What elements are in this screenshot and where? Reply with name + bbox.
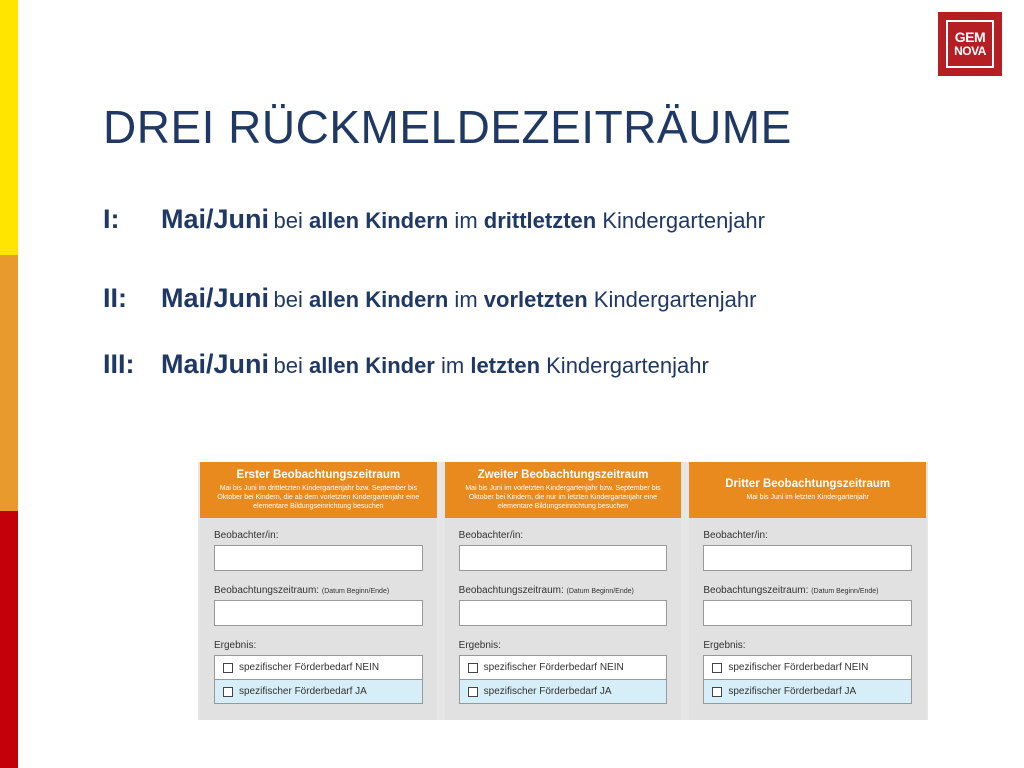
form-header-title: Zweiter Beobachtungszeitraum (477, 469, 649, 481)
period-label-text: Beobachtungszeitraum: (214, 585, 320, 596)
slide-title: DREI RÜCKMELDEZEITRÄUME (103, 101, 792, 153)
form-card-2 (445, 462, 682, 720)
row-month: Mai/Juni (161, 283, 270, 313)
period-hint: (Datum Beginn/Ende) (321, 588, 390, 595)
option-yes (214, 680, 423, 704)
gemnova-logo (938, 12, 1002, 76)
form-header-subtitle: Mai bis Juni im vorletzten Kindergartenjahr bzw. September bis Oktober bei Kindern, die nur im letzten Kindergartenjahr eine elementare Bildungseinrichtung besuchen (465, 485, 661, 510)
period-field (703, 600, 912, 626)
row-text: Kindergartenjahr (596, 208, 765, 233)
period-label (214, 585, 423, 596)
checkbox-icon (712, 663, 722, 673)
option-no (214, 655, 423, 680)
row-bold: allen Kinder (308, 353, 435, 378)
option-no-label: spezifischer Förderbedarf NEIN (239, 662, 380, 673)
option-no-label: spezifischer Förderbedarf NEIN (483, 662, 624, 673)
period-label (459, 585, 668, 596)
option-no (459, 655, 668, 680)
form-header-subtitle: Mai bis Juni im drittletzten Kindergartenjahr bzw. September bis Oktober bei Kindern, die ab dem vorletzten Kindergartenjahr eine elementare Bildungseinrichtung besuchen (217, 485, 420, 510)
row-number: II: (103, 283, 127, 313)
period-field (459, 600, 668, 626)
form-header-title: Erster Beobachtungszeitraum (236, 469, 401, 481)
stripe-yellow (0, 0, 18, 255)
row-text: Kindergartenjahr (587, 287, 757, 312)
option-yes (459, 680, 668, 704)
period-row-2 (103, 283, 756, 314)
row-text: bei (273, 208, 309, 233)
row-text: im (434, 353, 471, 378)
checkbox-icon (468, 687, 478, 697)
row-bold: allen Kindern (308, 208, 449, 233)
observer-label: Beobachter/in: (458, 530, 524, 541)
observer-label: Beobachter/in: (703, 530, 768, 541)
stripe-orange (0, 255, 18, 511)
period-field (214, 600, 423, 626)
observer-field (459, 545, 668, 571)
row-month: Mai/Juni (161, 204, 270, 234)
row-bold: letzten (470, 353, 541, 378)
form-header-subtitle: Mai bis Juni im letzten Kindergartenjahr (746, 494, 869, 501)
row-bold: vorletzten (483, 287, 588, 312)
option-no-label: spezifischer Förderbedarf NEIN (728, 662, 869, 673)
period-label-text: Beobachtungszeitraum: (703, 585, 809, 596)
option-yes-label: spezifischer Förderbedarf JA (728, 686, 857, 697)
checkbox-icon (223, 663, 233, 673)
period-label-text: Beobachtungszeitraum: (458, 585, 564, 596)
row-text: im (448, 208, 484, 233)
row-bold: drittletzten (483, 208, 597, 233)
option-yes-label: spezifischer Förderbedarf JA (483, 686, 612, 697)
option-yes (703, 680, 912, 704)
period-hint: (Datum Beginn/Ende) (566, 588, 634, 595)
observation-forms-image (198, 462, 928, 720)
checkbox-icon (712, 687, 722, 697)
row-text: bei (273, 353, 309, 378)
row-text: bei (273, 287, 309, 312)
stripe-red (0, 511, 18, 768)
period-row-1 (103, 204, 765, 235)
observer-field (703, 545, 912, 571)
option-no (703, 655, 912, 680)
logo-line1: GEM (954, 29, 986, 45)
form-header-title: Dritter Beobachtungszeitraum (725, 478, 891, 490)
form-header (689, 462, 926, 518)
row-month: Mai/Juni (161, 349, 270, 379)
row-number: III: (103, 349, 135, 379)
row-text: im (448, 287, 484, 312)
period-row-3 (103, 349, 709, 380)
row-text: Kindergartenjahr (540, 353, 709, 378)
row-number: I: (103, 204, 120, 234)
checkbox-icon (468, 663, 478, 673)
observer-field (214, 545, 423, 571)
checkbox-icon (223, 687, 233, 697)
form-header (200, 462, 437, 518)
row-bold: allen Kindern (308, 287, 449, 312)
observer-label: Beobachter/in: (214, 530, 279, 541)
result-label: Ergebnis: (214, 640, 257, 651)
option-yes-label: spezifischer Förderbedarf JA (239, 686, 367, 697)
period-label (703, 585, 912, 596)
result-label: Ergebnis: (458, 640, 501, 651)
form-card-3 (689, 462, 926, 720)
period-hint: (Datum Beginn/Ende) (811, 588, 879, 595)
result-label: Ergebnis: (703, 640, 746, 651)
form-header (445, 462, 682, 518)
logo-line2: NOVA (954, 44, 986, 58)
form-card-1 (200, 462, 437, 720)
